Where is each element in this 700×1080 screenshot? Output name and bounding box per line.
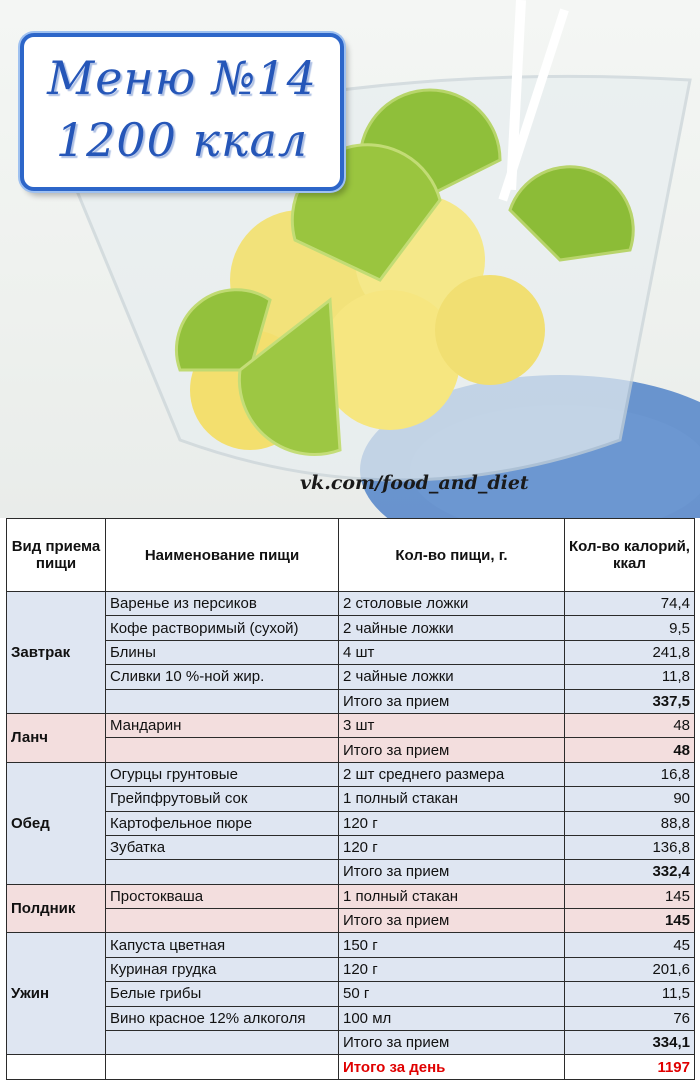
food-cell: Белые грибы (106, 982, 339, 1006)
watermark: vk.com/food_and_diet (300, 472, 529, 494)
column-header: Кол-во пищи, г. (339, 519, 565, 592)
meal-total: 337,5 (565, 689, 695, 713)
food-cell: Картофельное пюре (106, 811, 339, 835)
table-row (7, 957, 695, 981)
title-box (20, 33, 344, 191)
column-header: Вид приема пищи (7, 519, 106, 592)
total-label: Итого за прием (339, 909, 565, 933)
qty-cell: 3 шт (339, 713, 565, 737)
table-row (7, 640, 695, 664)
food-cell: Кофе растворимый (сухой) (106, 616, 339, 640)
empty-cell (106, 909, 339, 933)
qty-cell: 2 чайные ложки (339, 665, 565, 689)
table-header (7, 519, 695, 592)
day-total-label: Итого за день (339, 1055, 565, 1079)
total-label: Итого за прием (339, 860, 565, 884)
qty-cell: 1 полный стакан (339, 884, 565, 908)
meal-total-row (7, 1031, 695, 1055)
table-row (7, 933, 695, 957)
kcal-cell: 16,8 (565, 762, 695, 786)
qty-cell: 100 мл (339, 1006, 565, 1030)
total-label: Итого за прием (339, 1031, 565, 1055)
meal-name: Обед (7, 762, 106, 884)
table-row (7, 592, 695, 616)
kcal-cell: 11,5 (565, 982, 695, 1006)
qty-cell: 120 г (339, 957, 565, 981)
qty-cell: 150 г (339, 933, 565, 957)
empty-cell (7, 1055, 106, 1079)
meal-total-row (7, 860, 695, 884)
table-row (7, 982, 695, 1006)
total-label: Итого за прием (339, 689, 565, 713)
meal-name: Завтрак (7, 592, 106, 714)
meal-name: Ланч (7, 713, 106, 762)
food-cell: Блины (106, 640, 339, 664)
food-cell: Грейпфрутовый сок (106, 787, 339, 811)
table-row (7, 835, 695, 859)
food-cell: Огурцы грунтовые (106, 762, 339, 786)
meal-total-row (7, 909, 695, 933)
column-header: Наименование пищи (106, 519, 339, 592)
meal-name: Ужин (7, 933, 106, 1055)
kcal-cell: 90 (565, 787, 695, 811)
table-row (7, 616, 695, 640)
kcal-cell: 74,4 (565, 592, 695, 616)
qty-cell: 4 шт (339, 640, 565, 664)
calorie-title: 1200 ккал (55, 113, 309, 167)
kcal-cell: 76 (565, 1006, 695, 1030)
empty-cell (106, 689, 339, 713)
qty-cell: 50 г (339, 982, 565, 1006)
food-cell: Вино красное 12% алкоголя (106, 1006, 339, 1030)
menu-title: Меню №14 (47, 51, 317, 105)
menu-table (6, 518, 695, 1080)
meal-name: Полдник (7, 884, 106, 933)
empty-cell (106, 1055, 339, 1079)
kcal-cell: 9,5 (565, 616, 695, 640)
food-cell: Мандарин (106, 713, 339, 737)
qty-cell: 2 шт среднего размера (339, 762, 565, 786)
empty-cell (106, 1031, 339, 1055)
qty-cell: 120 г (339, 811, 565, 835)
table-row (7, 713, 695, 737)
table-row (7, 811, 695, 835)
total-label: Итого за прием (339, 738, 565, 762)
food-cell: Простокваша (106, 884, 339, 908)
qty-cell: 2 чайные ложки (339, 616, 565, 640)
food-cell: Зубатка (106, 835, 339, 859)
food-cell: Сливки 10 %-ной жир. (106, 665, 339, 689)
meal-total: 334,1 (565, 1031, 695, 1055)
day-total-row (7, 1055, 695, 1079)
qty-cell: 120 г (339, 835, 565, 859)
kcal-cell: 48 (565, 713, 695, 737)
table-row (7, 1006, 695, 1030)
table-row (7, 762, 695, 786)
food-cell: Куриная грудка (106, 957, 339, 981)
day-total: 1197 (565, 1055, 695, 1079)
meal-total: 145 (565, 909, 695, 933)
kcal-cell: 11,8 (565, 665, 695, 689)
hero-photo (0, 0, 700, 518)
table-row (7, 665, 695, 689)
table-row (7, 787, 695, 811)
qty-cell: 1 полный стакан (339, 787, 565, 811)
kcal-cell: 136,8 (565, 835, 695, 859)
table-row (7, 884, 695, 908)
kcal-cell: 145 (565, 884, 695, 908)
kcal-cell: 241,8 (565, 640, 695, 664)
food-cell: Капуста цветная (106, 933, 339, 957)
meal-total: 48 (565, 738, 695, 762)
kcal-cell: 45 (565, 933, 695, 957)
food-cell: Варенье из персиков (106, 592, 339, 616)
meal-total: 332,4 (565, 860, 695, 884)
kcal-cell: 201,6 (565, 957, 695, 981)
meal-total-row (7, 689, 695, 713)
column-header: Кол-во калорий, ккал (565, 519, 695, 592)
empty-cell (106, 860, 339, 884)
empty-cell (106, 738, 339, 762)
qty-cell: 2 столовые ложки (339, 592, 565, 616)
kcal-cell: 88,8 (565, 811, 695, 835)
meal-total-row (7, 738, 695, 762)
